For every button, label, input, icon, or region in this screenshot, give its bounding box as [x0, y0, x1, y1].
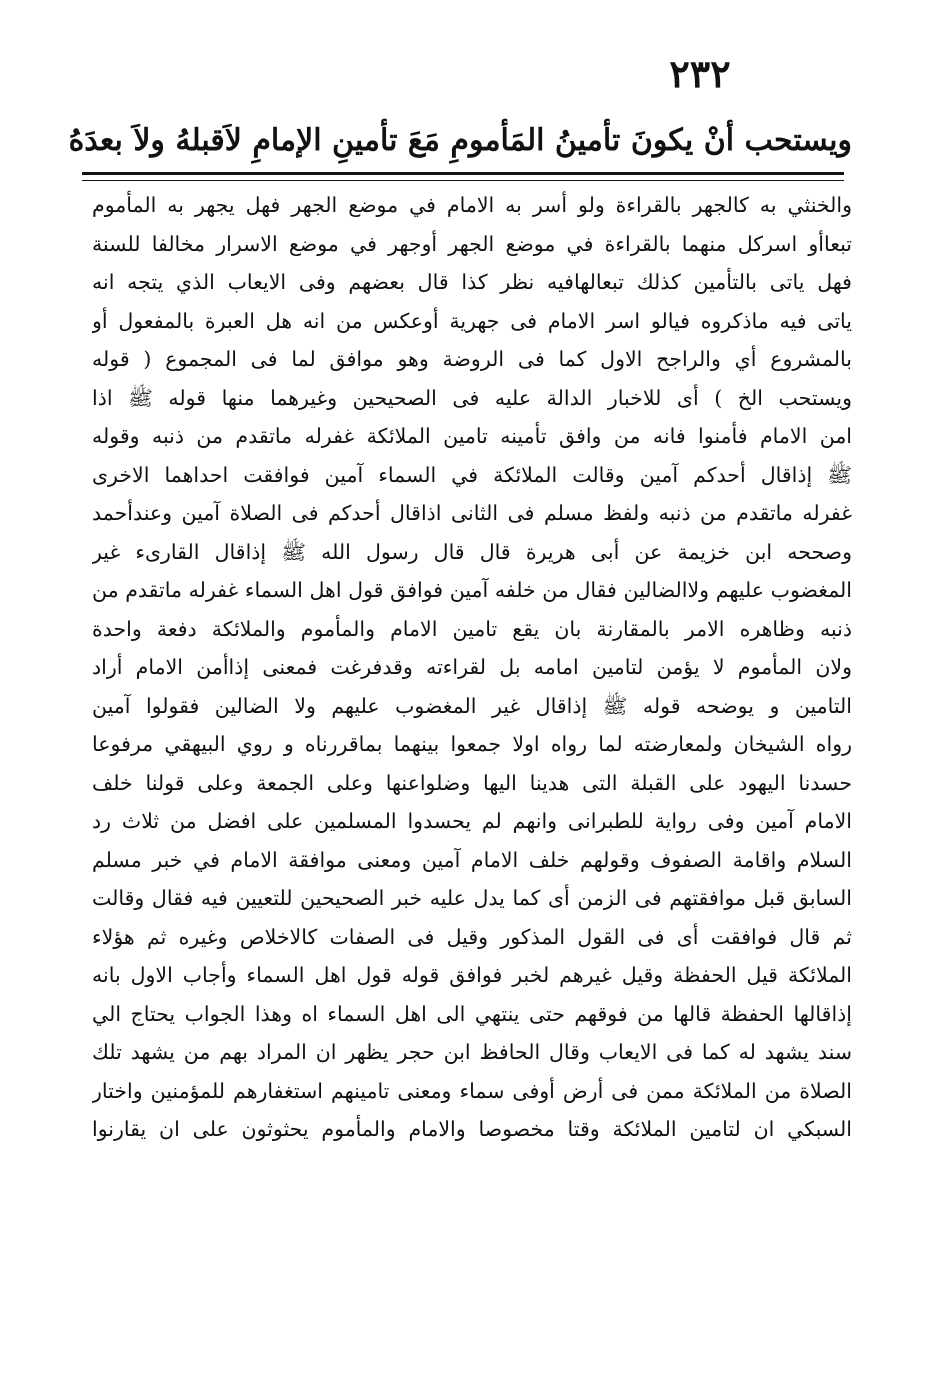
commentary-text [92, 186, 852, 1149]
commentary-line: ويستحب الخ ) أى للاخبار الدالة عليه فى الصحيحين وغيرهما منها قوله ﷺ اذا [92, 385, 852, 410]
commentary-line: ﷺ إذاقال أحدكم آمين وقالت الملائكة في السماء آمين فوافقت احداهما الاخرى [92, 462, 852, 487]
commentary-line: امن الامام فأمنوا فانه من وافق تأمينه تامين الملائكة غفرله ماتقدم من ذنبه وقوله [92, 424, 852, 448]
separator-rule-thin [82, 180, 844, 181]
page-number: ٢٣٢ [669, 51, 731, 96]
commentary-line: التامين و يوضحه قوله ﷺ إذاقال غير المغضوب عليهم ولا الضالين فقولوا آمين [92, 693, 852, 718]
commentary-line: وصححه ابن خزيمة عن أبى هريرة قال قال رسول الله ﷺ إذاقال القارىء غير [92, 539, 852, 564]
commentary-line: الملائكة قيل الحفظة وقيل غيرهم لخبر فوافق قوله قول اهل السماء وأجاب الاول بانه [92, 963, 852, 987]
commentary-line: السبكي ان لتامين الملائكة وقتا مخصوصا والامام والمأموم يحثوثون على ان يقارنوا [92, 1117, 852, 1141]
commentary-line: إذاقالها الحفظة قالها من فوقهم حتى ينتهي الى اهل السماء اه وهذا الجواب يحتاج الي [92, 1001, 852, 1026]
commentary-line: ولان المأموم لا يؤمن لتامين امامه بل لقراءته وقدفرغت فمعنى إذاأمن الامام أراد [92, 655, 852, 679]
commentary-line: رواه الشيخان ولمعارضته لما رواه اولا جمعوا بينهما بماقررناه و روي البيهقي مرفوعا [92, 732, 852, 756]
separator-rule-thick [82, 172, 844, 175]
commentary-line: الامام آمين وفى رواية للطبرانى وانهم لم يحسدوا المسلمين على افضل من ثلاث رد [92, 809, 852, 833]
commentary-line: فهل ياتى بالتأمين كذلك تبعالهافيه نظر كذا قال بعضهم وفى الايعاب الذي يتجه انه [92, 270, 852, 294]
matn-heading: ويستحب أنْ يكونَ تأمينُ المَأمومِ مَعَ تأمينِ الإمامِ لاَقبلهُ ولاَ بعدَهُ [68, 123, 852, 158]
commentary-line: والخنثي به كالجهر بالقراءة ولو أسر به الامام في موضع الجهر فهل يجهر به المأموم [92, 193, 852, 217]
commentary-line: السابق قبل موافقتهم فى الزمن أى كما يدل عليه خبر الصحيحين للتعيين فيه فقال وقالت [92, 886, 852, 910]
commentary-line: سند يشهد له كما فى الايعاب وقال الحافظ ابن حجر يظهر ان المراد بهم من يشهد تلك [92, 1040, 852, 1064]
commentary-line: الصلاة من الملائكة ممن فى أرض أوفى سماء ومعنى تامينهم استغفارهم للمؤمنين واختار [92, 1078, 852, 1103]
commentary-line: السلام واقامة الصفوف وقولهم خلف الامام آمين ومعنى موافقة الامام في خبر مسلم [92, 847, 852, 872]
commentary-line: ثم قال فوافقت أى فى القول المذكور وقيل فى الصفات كالاخلاص وغيره ثم هؤلاء [92, 924, 852, 949]
commentary-line: ذنبه وظاهره الامر بالمقارنة بان يقع تامين الامام والمأموم والملائكة دفعة واحدة [92, 616, 852, 641]
commentary-line: تبعاأو اسركل منهما بالقراءة في موضع الجهر أوجهر في موضع الاسرار مخالفا للسنة [92, 231, 852, 256]
commentary-line: ياتى فيه ماذكروه فيالو اسر الامام فى جهرية أوعكس من انه هل العبرة بالمفعول أو [92, 308, 852, 333]
commentary-line: غفرله ماتقدم من ذنبه ولفظ مسلم فى الثانى اذاقال أحدكم فى الصلاة آمين وعندأحمد [92, 501, 852, 525]
commentary-line: حسدنا اليهود على القبلة التى هدينا اليها وضلواعنها وعلى الجمعة وعلى قولنا خلف [92, 770, 852, 795]
commentary-line: المغضوب عليهم ولاالضالين فقال من خلفه آمين فوافق قول اهل السماء غفرله ماتقدم من [92, 578, 852, 602]
commentary-line: بالمشروع أي والراجح الاول كما فى الروضة وهو موافق لما فى المجموع ( قوله [92, 347, 852, 371]
